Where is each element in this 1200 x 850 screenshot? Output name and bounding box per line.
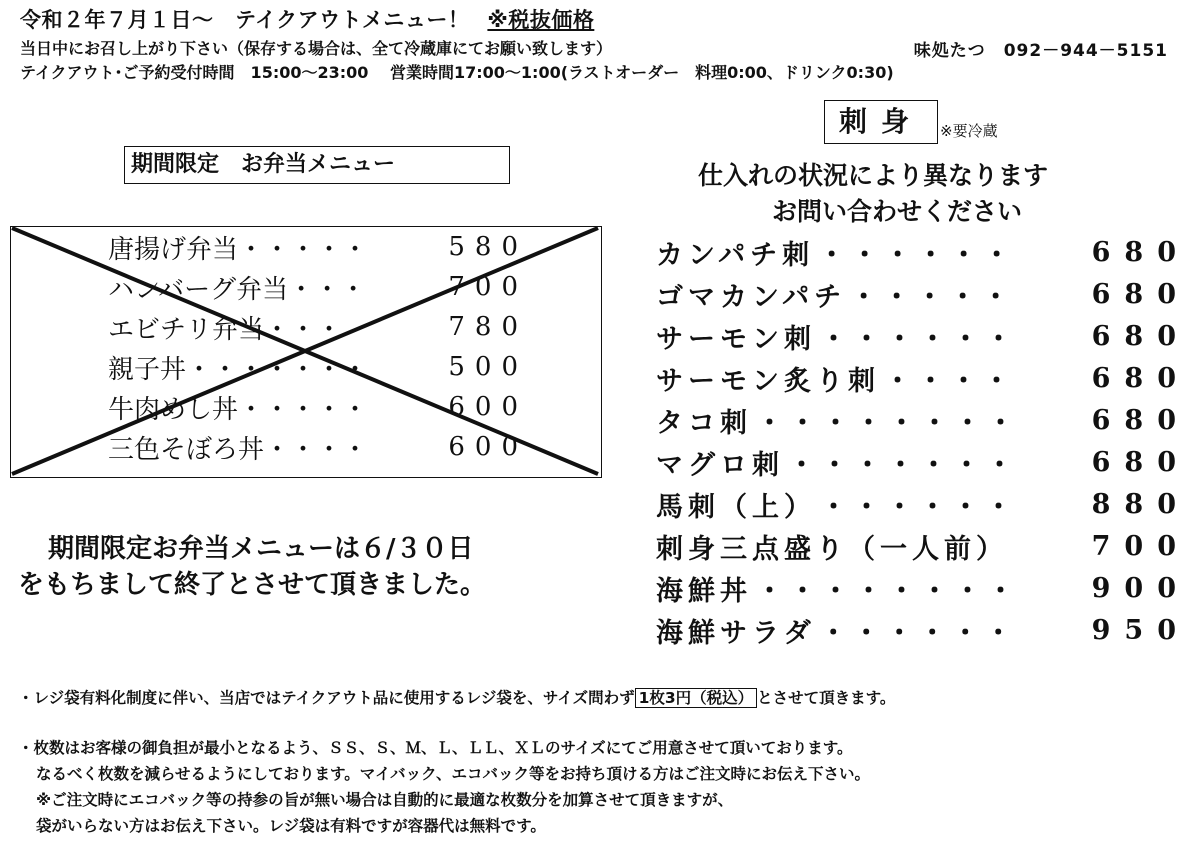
- sashimi-menu-item: [656, 526, 1190, 566]
- sashimi-notice-line2: お問い合わせください: [772, 197, 1023, 226]
- sashimi-item-leader-dots: ・・・・・・: [819, 617, 1018, 649]
- sashimi-menu-item: [656, 610, 1190, 650]
- sashimi-menu-item: [656, 568, 1190, 608]
- sashimi-item-price: 700: [1091, 530, 1190, 562]
- bag-fee-text: ・レジ袋有料化制度に伴い、当店ではテイクアウト品に使用するレジ袋を、サイズ問わず: [18, 689, 635, 707]
- bento-item-price: 780: [448, 312, 528, 342]
- bento-end-note-line1: 期間限定お弁当メニューは６/３０日: [48, 534, 474, 564]
- sashimi-item-price: 680: [1091, 404, 1190, 436]
- sashimi-item-name: 刺身三点盛り（一人前）: [656, 533, 1008, 565]
- sashimi-item-leader-dots: ・・・・・: [850, 281, 1016, 313]
- sashimi-item-price: 680: [1091, 278, 1190, 310]
- bento-item-name: ハンバーグ弁当・・・: [108, 274, 367, 305]
- sashimi-item-name: タコ刺: [656, 407, 752, 439]
- business-hours: テイクアウト･ご予約受付時間 15:00～23:00 営業時間17:00～1:00(ラストオーダー 料理0:00、ドリンク0:30): [20, 63, 894, 82]
- bag-price-box: 1枚3円（税込）: [635, 688, 758, 708]
- sashimi-item-leader-dots: ・・・・・・・・: [756, 407, 1020, 439]
- menu-header-title: [20, 4, 594, 34]
- sashimi-item-price: 680: [1091, 236, 1190, 268]
- bento-item-name: 唐揚げ弁当・・・・・: [108, 234, 369, 265]
- bag-size-notice: ・枚数はお客様の御負担が最小となるよう、ＳＳ、Ｓ、Ｍ、Ｌ、ＬＬ、ＸＬのサイズにてご用意させて頂いております。: [18, 739, 853, 757]
- bento-section-title: 期間限定 お弁当メニュー: [124, 146, 510, 184]
- bento-item-name: 牛肉めし丼・・・・・: [108, 394, 369, 425]
- sashimi-item-name: 海鮮丼: [656, 575, 752, 607]
- bento-item-price: 600: [448, 392, 528, 422]
- sashimi-item-leader-dots: ・・・・: [884, 365, 1016, 397]
- tax-note: ※税抜価格: [487, 8, 595, 32]
- crossed-out-mark: [8, 224, 604, 480]
- bento-item-name: 三色そぼろ丼・・・・: [108, 434, 369, 465]
- bag-auto-add-notice: ※ご注文時にエコバック等の持参の旨が無い場合は自動的に最適な枚数分を加算させて頂きますが、: [36, 791, 734, 809]
- bento-item-name: エビチリ弁当・・・: [108, 314, 343, 345]
- sashimi-item-name: 馬刺（上）: [656, 491, 816, 523]
- sashimi-menu-item: [656, 484, 1190, 524]
- sashimi-notice-line1: 仕入れの状況により異なります: [698, 161, 1049, 190]
- refrigeration-note: ※要冷蔵: [940, 122, 998, 140]
- sashimi-menu-item: [656, 274, 1190, 314]
- bento-item-price: 600: [448, 432, 528, 462]
- bento-item-price: 700: [448, 272, 528, 302]
- sashimi-item-leader-dots: ・・・・・・・: [788, 449, 1019, 481]
- sashimi-item-price: 680: [1091, 320, 1190, 352]
- sashimi-item-leader-dots: ・・・・・・: [820, 323, 1018, 355]
- sashimi-menu-item: [656, 358, 1190, 398]
- header-title-text: 令和２年７月１日～ テイクアウトメニュー！: [20, 8, 470, 32]
- sashimi-item-price: 900: [1091, 572, 1190, 604]
- sashimi-item-price: 880: [1091, 488, 1190, 520]
- bag-free-container-notice: 袋がいらない方はお伝え下さい。レジ袋は有料ですが容器代は無料です。: [36, 817, 546, 835]
- sashimi-menu-item: [656, 400, 1190, 440]
- sashimi-menu-item: [656, 232, 1190, 272]
- sashimi-item-name: サーモン炙り刺: [656, 365, 880, 397]
- sashimi-item-price: 680: [1091, 446, 1190, 478]
- bento-end-note-line2: をもちまして終了とさせて頂きました。: [18, 570, 487, 600]
- sashimi-item-price: 680: [1091, 362, 1190, 394]
- bento-item-price: 500: [448, 352, 528, 382]
- sashimi-item-name: 海鮮サラダ: [656, 617, 816, 649]
- sashimi-item-name: マグロ刺: [656, 449, 784, 481]
- sashimi-item-leader-dots: ・・・・・・: [820, 491, 1018, 523]
- sashimi-item-leader-dots: ・・・・・・: [818, 239, 1017, 271]
- sashimi-item-price: 950: [1091, 614, 1190, 646]
- sashimi-item-leader-dots: ・・・・・・・・: [756, 575, 1020, 607]
- bag-fee-suffix: とさせて頂きます。: [757, 689, 896, 707]
- bento-item-price: 580: [448, 232, 528, 262]
- sashimi-menu-item: [656, 316, 1190, 356]
- bag-reduce-notice: なるべく枚数を減らせるようにしております。マイバック、エコバック等をお持ち頂ける方はご注文時にお伝え下さい。: [36, 765, 871, 783]
- sashimi-item-name: カンパチ刺: [656, 239, 815, 271]
- sashimi-section-title: 刺身: [824, 100, 938, 144]
- bag-fee-notice: [18, 686, 895, 708]
- shop-phone: 味処たつ 092－944－5151: [913, 41, 1168, 61]
- bento-item-name: 親子丼・・・・・・・: [108, 354, 369, 385]
- storage-note: 当日中にお召し上がり下さい（保存する場合は、全て冷蔵庫にてお願い致します）: [20, 39, 613, 58]
- sashimi-menu-item: [656, 442, 1190, 482]
- sashimi-item-name: ゴマカンパチ: [656, 281, 847, 313]
- sashimi-item-name: サーモン刺: [656, 323, 816, 355]
